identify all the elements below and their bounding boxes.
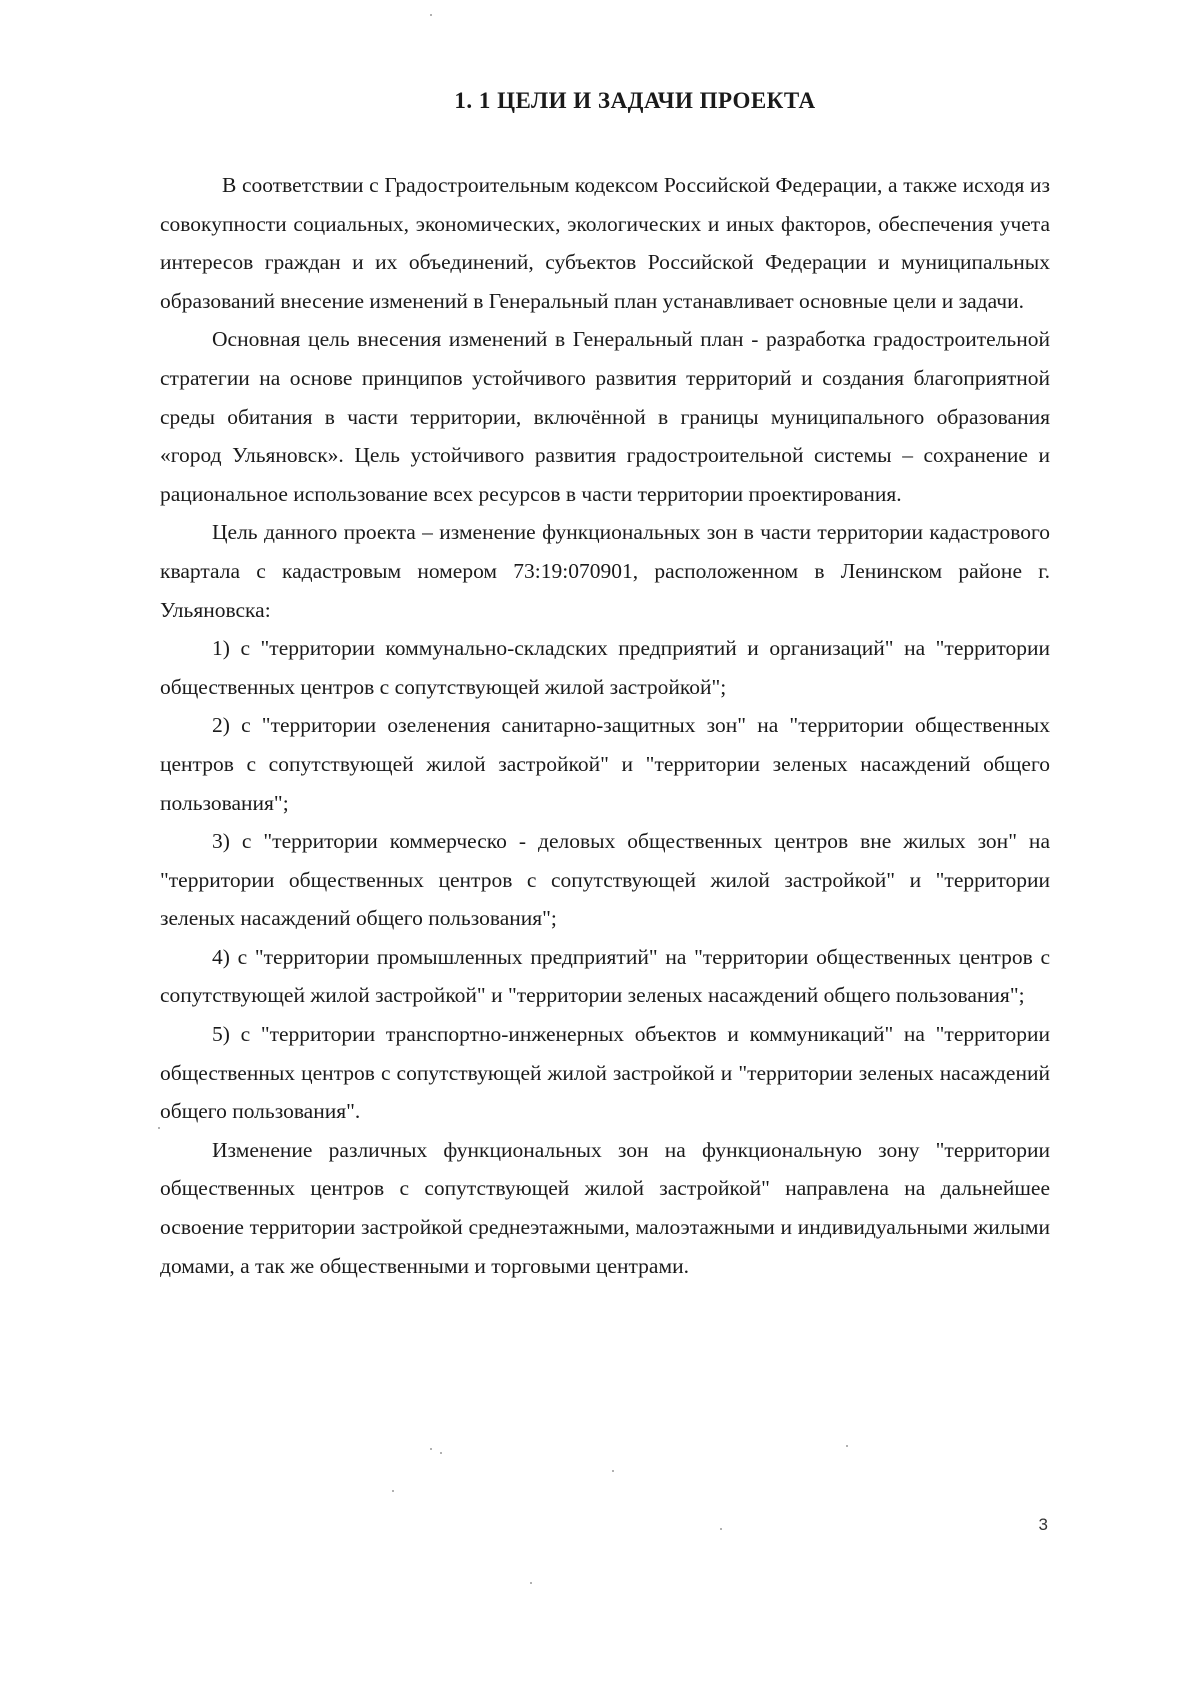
- list-item: 2) с "территории озеленения санитарно-защитных зон" на "территории общественных центров с сопутствующей жилой застройкой" и "территории зеленых насаждений общего пользования";: [160, 713, 1050, 815]
- scan-speck: [720, 1528, 722, 1530]
- paragraph-main-goal: Основная цель внесения изменений в Генеральный план - разработка градостроительной стратегии на основе принципов устойчивого развития территорий и создания благоприятной среды обитания в части территории, включённой в границы муниципального образования «город Ульяновск». Цель устойчивого развития градостроительной системы – сохранение и рациональное использование всех ресурсов в части территории проектирования.: [160, 327, 1050, 506]
- scan-speck: [846, 1445, 848, 1447]
- document-body: [160, 166, 1050, 1285]
- list-item: 1) с "территории коммунально-складских предприятий и организаций" на "территории общественных центров с сопутствующей жилой застройкой";: [160, 636, 1050, 699]
- paragraph-intro: В соответствии с Градостроительным кодексом Российской Федерации, а также исходя из совокупности социальных, экономических, экологических и иных факторов, обеспечения учета интересов граждан и их объединений, субъектов Российской Федерации и муниципальных образований внесение изменений в Генеральный план устанавливает основные цели и задачи.: [160, 173, 1050, 313]
- list-item: 3) с "территории коммерческо - деловых общественных центров вне жилых зон" на "территории общественных центров с сопутствующей жилой застройкой" и "территории зеленых насаждений общего пользования";: [160, 829, 1050, 931]
- page-number: 3: [1038, 1515, 1048, 1534]
- section-title: 1. 1 ЦЕЛИ И ЗАДАЧИ ПРОЕКТА: [454, 88, 816, 113]
- scan-speck: [430, 14, 432, 16]
- list-item: 5) с "территории транспортно-инженерных объектов и коммуникаций" на "территории общественных центров с сопутствующей жилой застройкой и "территории зеленых насаждений общего пользования".: [160, 1022, 1050, 1124]
- scan-speck: [158, 1127, 160, 1129]
- paragraph-conclusion: Изменение различных функциональных зон на функциональную зону "территории общественных центров с сопутствующей жилой застройкой" направлена на дальнейшее освоение территории застройкой среднеэтажными, малоэтажными и индивидуальными жилыми домами, а так же общественными и торговыми центрами.: [160, 1137, 1050, 1278]
- scan-speck: [612, 1470, 614, 1472]
- paragraph-project-goal: Цель данного проекта – изменение функциональных зон в части территории кадастрового квартала с кадастровым номером 73:19:070901, расположенном в Ленинском районе г. Ульяновска:: [160, 520, 1050, 622]
- scan-speck: [430, 1448, 432, 1450]
- scan-speck: [440, 1452, 442, 1454]
- scan-speck: [530, 1582, 532, 1584]
- list-item: 4) с "территории промышленных предприятий" на "территории общественных центров с сопутствующей жилой застройкой" и "территории зеленых насаждений общего пользования";: [160, 944, 1050, 1008]
- scan-speck: [392, 1490, 394, 1492]
